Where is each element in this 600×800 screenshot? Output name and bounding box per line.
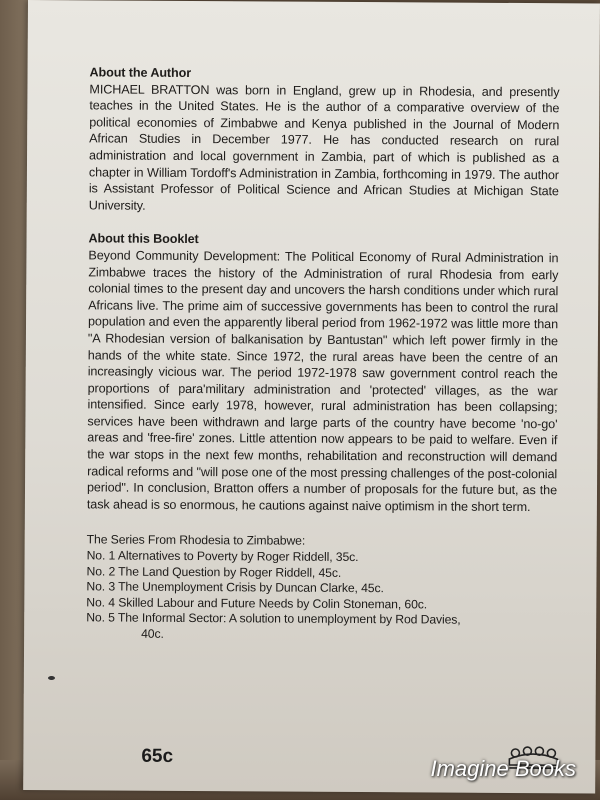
series-list bbox=[86, 533, 557, 645]
about-author-heading: About the Author bbox=[89, 65, 192, 80]
about-booklet-text: Beyond Community Development: The Political Economy of Rural Administration in Zimbabwe traces the history of the Administration of rural Rhodesia from early colonial times to the present day and uncovers the harsh conditions under which rural Africans live. The prime aim of successive governments has been to control the rural population and even the apparently liberal period from 1962-1972 was little more than "A Rhodesian version of balkanisation by Bantustan" which left power firmly in the hands of the white state. Since 1972, the rural areas have been the centre of an increasingly vicious war. The period 1972-1978 saw government control reach the proportions of para'military administration and 'protected' villages, as the war intensified. Since early 1978, however, rural administration has been collapsing; services have been withdrawn and large parts of the country have become 'no-go' areas and 'free-fire' zones. Little attention now appears to be paid to welfare. Even if the war stops in the next few months, rehabilitation and reconstruction will demand radical reforms and "will pose one of the most pressing challenges of the post-colonial period". In conclusion, Bratton offers a number of proposals for the future but, as the task ahead is so enormous, he cautions against naive optimism in the short term. bbox=[86, 248, 559, 514]
series-item: No. 2 The Land Question by Roger Riddell, 45c. bbox=[86, 563, 342, 580]
series-intro: The Series From Rhodesia to Zimbabwe: bbox=[86, 532, 306, 549]
series-item: No. 3 The Unemployment Crisis by Duncan Clarke, 45c. bbox=[86, 579, 384, 596]
about-booklet-heading: About this Booklet bbox=[88, 231, 199, 247]
watermark: Imagine Books bbox=[430, 756, 576, 781]
cover-text-block bbox=[86, 64, 560, 644]
series-item: No. 4 Skilled Labour and Future Needs by Colin Stoneman, 60c. bbox=[86, 595, 428, 612]
series-item: No. 1 Alternatives to Poverty by Roger Riddell, 35c. bbox=[86, 548, 359, 565]
about-author-text: MICHAEL BRATTON was born in England, grew up in Rhodesia, and presently teaches in the United States. He is the author of a comparative overview of the political economies of Zimbabwe and Kenya published in the Journal of Modern African Studies in December 1977. He has conducted research on rural administration and local government in Zambia, part of which is published as a chapter in William Tordoff's Administration in Zambia, forthcoming in 1979. The author is Assistant Professor of Political Science and African Studies at Michigan State University. bbox=[88, 81, 560, 213]
booklet-back-cover bbox=[23, 0, 600, 793]
price-label: 65c bbox=[141, 745, 174, 767]
series-item: No. 5 The Informal Sector: A solution to unemployment by Rod Davies, bbox=[86, 610, 461, 628]
series-item-continued: 40c. bbox=[141, 626, 164, 641]
ink-mark bbox=[48, 676, 55, 680]
